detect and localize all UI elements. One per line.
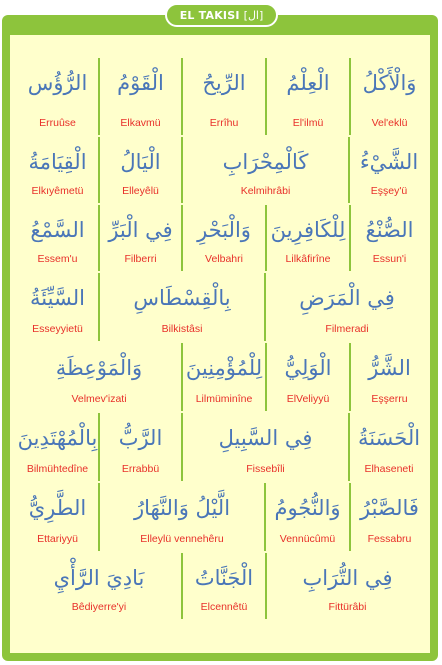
arabic-word: الرَّبُّ [118,426,163,450]
grid-row [17,137,428,203]
arabic-word: الَّيْلُ وَالنَّهَارُ [133,496,231,520]
arabic-word: الْجَنَّاتُ [194,566,254,590]
transliteration: Elkavmü [120,117,161,129]
word-cell [350,137,428,203]
transliteration: Errîhu [209,117,239,129]
word-cell [17,343,181,411]
word-cell [100,413,181,481]
transliteration: Ettariyyü [37,533,78,545]
transliteration: Lilkâfirîne [285,253,331,265]
arabic-word: فَالصَّبْرُ [360,496,419,520]
transliteration: Velmev'izati [71,393,127,405]
arabic-word: وَالْبَحْرِ [197,218,251,242]
title-text: EL TAKISI [179,8,240,22]
word-cell [351,58,428,135]
grid-row [17,413,428,481]
arabic-word: الْيَالُ [120,150,161,174]
word-cell [17,483,98,551]
arabic-word: السَّيِّئَةُ [30,286,85,310]
word-cell [17,553,181,619]
arabic-word: السَّمْعُ [30,218,85,242]
arabic-word: بِالْقِسْطَاسِ [133,286,231,310]
word-cell [183,343,265,411]
word-cell [350,413,428,481]
arabic-word: الْعِلْمُ [286,71,330,95]
word-cell [100,58,181,135]
arabic-word: وَالْأَكْلُ [362,71,417,95]
transliteration: Vel'eklü [371,117,408,129]
grid-row [17,273,428,341]
arabic-word: الرِّيحُ [202,71,246,95]
transliteration: Filberri [124,253,157,265]
transliteration: Essun'i [372,253,407,265]
arabic-word: الْقَوْمُ [117,71,164,95]
word-cell [100,205,181,271]
word-cell [17,273,98,341]
word-grid [17,58,428,658]
transliteration: Elcennêtü [200,601,248,613]
word-cell [351,205,428,271]
transliteration: Velbahri [205,253,243,265]
word-cell [351,483,428,551]
word-cell [183,553,265,619]
transliteration: Esseyyietü [32,323,83,335]
arabic-word: وَالْمَوْعِظَةِ [55,356,143,380]
transliteration: ElVeliyyü [286,393,330,405]
grid-row [17,205,428,271]
arabic-word: فِي الْمَرَضِ [299,286,395,310]
arabic-word: الْحَسَنَةُ [357,426,421,450]
arabic-word: الشَّرُّ [368,356,411,380]
title-arabic: [ال] [243,8,264,22]
arabic-word: الْقِيَامَةُ [28,150,87,174]
arabic-word: لِلْمُؤْمِنِينَ [185,356,263,380]
grid-row [17,58,428,135]
word-cell [183,413,348,481]
transliteration: Elhaseneti [364,463,414,475]
word-cell [100,483,264,551]
transliteration: Kelmihrâbi [240,185,291,197]
arabic-word: الْوَلِيُّ [284,356,332,380]
grid-row [17,343,428,411]
arabic-word: فِي السَّبِيلِ [218,426,313,450]
transliteration: Bilmühtedîne [26,463,89,475]
transliteration: Bêdiyerre'yi [71,601,127,613]
page-title [165,3,278,27]
word-cell [17,58,98,135]
transliteration: Essem'u [37,253,78,265]
word-cell [351,343,428,411]
word-cell [17,205,98,271]
arabic-word: وَالنُّجُومُ [274,496,341,520]
transliteration: Bilkistâsi [161,323,203,335]
word-cell [267,553,428,619]
word-cell [100,273,264,341]
arabic-word: بِالْمُهْتَدِينَ [17,426,98,450]
arabic-word: الصُّنْعُ [365,218,414,242]
transliteration: Elkıyêmetü [31,185,84,197]
arabic-word: الشَّيْءُ [359,150,419,174]
transliteration: Lilmüminîne [195,393,253,405]
word-cell [183,58,265,135]
transliteration: Elleyêlü [122,185,159,197]
transliteration: Elleylü vennehêru [140,533,224,545]
transliteration: Eşşey'ü [370,185,408,197]
transliteration: Eşşerru [371,393,408,405]
word-cell [183,205,265,271]
word-cell [17,413,98,481]
arabic-word: الطَّرِيُّ [28,496,87,520]
arabic-word: الرُّؤُس [27,71,88,95]
arabic-word: كَالْمِحْرَابِ [222,150,309,174]
transliteration: Fissebîli [246,463,285,475]
transliteration: El'ilmü [292,117,324,129]
word-cell [266,273,428,341]
arabic-word: لِلْكَافِرِينَ [270,218,346,242]
arabic-word: بَادِيَ الرَّأْيِ [53,566,145,590]
transliteration: Fittürâbi [328,601,367,613]
transliteration: Errabbü [121,463,160,475]
word-cell [267,58,349,135]
transliteration: Fessabru [367,533,412,545]
word-cell [183,137,348,203]
grid-row [17,483,428,551]
arabic-word: فِي التُّرَابِ [302,566,393,590]
word-cell [267,343,349,411]
arabic-word: فِي الْبَرِّ [108,218,173,242]
word-cell [100,137,181,203]
grid-row [17,553,428,619]
transliteration: Filmeradi [325,323,369,335]
word-cell [17,137,98,203]
transliteration: Erruûse [39,117,76,129]
word-cell [267,205,349,271]
word-cell [266,483,349,551]
transliteration: Vennücûmü [279,533,336,545]
